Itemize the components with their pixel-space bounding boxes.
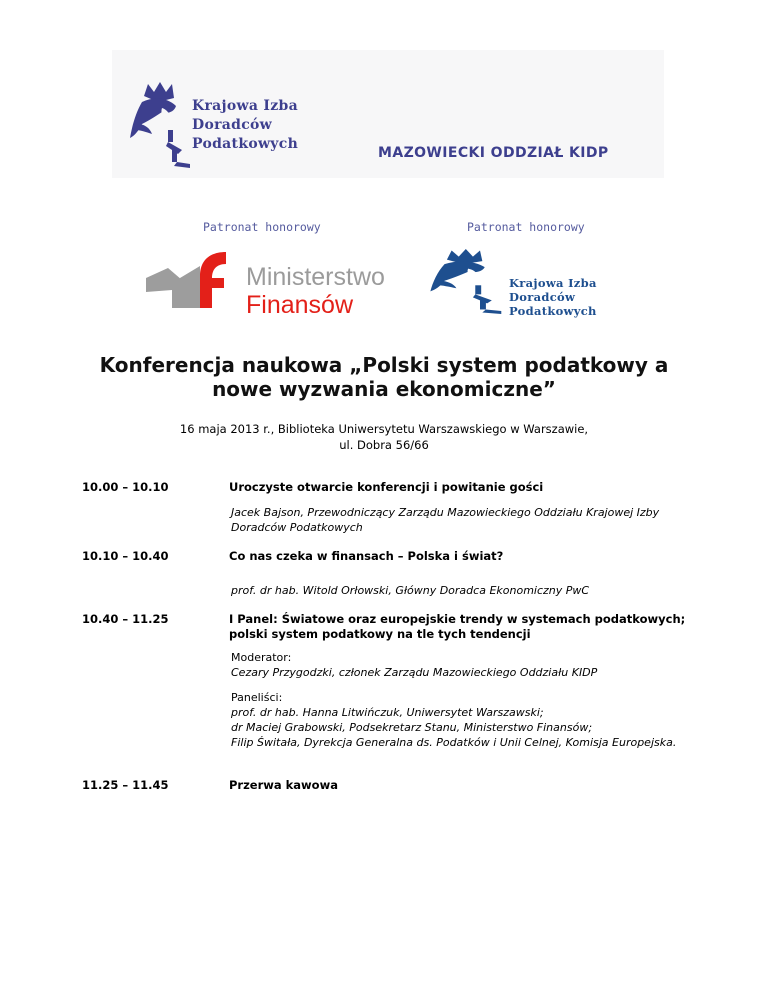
conference-date-line: 16 maja 2013 r., Biblioteka Uniwersytetu Warszawskiego w Warszawie,	[179, 422, 589, 436]
panelist: prof. dr hab. Hanna Litwińczuk, Uniwersytet Warszawski;	[231, 706, 544, 719]
kidp-logo-small-text	[509, 276, 597, 318]
kidp-logo-line: Krajowa Izba	[192, 98, 298, 114]
kidp-eagle-logo-icon	[128, 78, 194, 168]
ministry-name-line2: Finansów	[246, 291, 353, 319]
agenda-time: 11.25 – 11.45	[82, 778, 169, 792]
agenda-item-title: Co nas czeka w finansach – Polska i świat?	[229, 549, 504, 563]
agenda-speaker: prof. dr hab. Witold Orłowski, Główny Doradca Ekonomiczny PwC	[231, 584, 590, 597]
conference-title-line: nowe wyzwania ekonomiczne”	[212, 377, 556, 401]
agenda-item-title: Uroczyste otwarcie konferencji i powitanie gości	[229, 480, 544, 494]
kidp-logo-line: Krajowa Izba	[509, 276, 597, 290]
agenda-item-title: Przerwa kawowa	[229, 778, 338, 792]
agenda-item-title-line: I Panel: Światowe oraz europejskie trendy w systemach podatkowych;	[229, 612, 686, 626]
ministry-of-finance-logo-icon	[146, 250, 242, 310]
branch-name: MAZOWIECKI ODDZIAŁ KIDP	[378, 145, 609, 161]
ministry-name	[246, 263, 385, 319]
conference-title-line: Konferencja naukowa „Polski system podatkowy a	[99, 353, 669, 377]
panelist: dr Maciej Grabowski, Podsekretarz Stanu, Ministerstwo Finansów;	[231, 721, 593, 734]
moderator-name: Cezary Przygodzki, członek Zarządu Mazowieckiego Oddziału KIDP	[231, 666, 598, 679]
agenda-time: 10.00 – 10.10	[82, 480, 169, 494]
panelists-label: Paneliści:	[231, 691, 283, 704]
agenda-item-title-line: polski system podatkowy na tle tych tendencji	[229, 627, 531, 641]
panelist-list	[231, 705, 691, 750]
kidp-logo-line: Podatkowych	[509, 304, 597, 318]
kidp-eagle-logo-small-icon	[428, 246, 506, 314]
kidp-logo-line: Doradców	[192, 117, 273, 133]
moderator-label: Moderator:	[231, 651, 292, 664]
agenda-item-title	[229, 612, 689, 642]
conference-venue-line: ul. Dobra 56/66	[339, 438, 429, 452]
kidp-logo-line: Doradców	[509, 290, 576, 304]
patronage-label-right: Patronat honorowy	[467, 220, 585, 234]
agenda-speaker: Jacek Bajson, Przewodniczący Zarządu Mazowieckiego Oddziału Krajowej Izby Doradców Podatkowych	[231, 506, 660, 534]
conference-date-venue	[60, 421, 708, 453]
agenda-time: 10.40 – 11.25	[82, 612, 169, 626]
ministry-name-line1: Ministerstwo	[246, 263, 385, 291]
conference-title	[60, 353, 708, 401]
agenda-time: 10.10 – 10.40	[82, 549, 169, 563]
kidp-logo-text	[192, 97, 298, 154]
kidp-logo-line: Podatkowych	[192, 136, 299, 152]
panelist: Filip Świtała, Dyrekcja Generalna ds. Podatków i Unii Celnej, Komisja Europejska.	[231, 736, 677, 749]
patronage-label-left: Patronat honorowy	[203, 220, 321, 234]
